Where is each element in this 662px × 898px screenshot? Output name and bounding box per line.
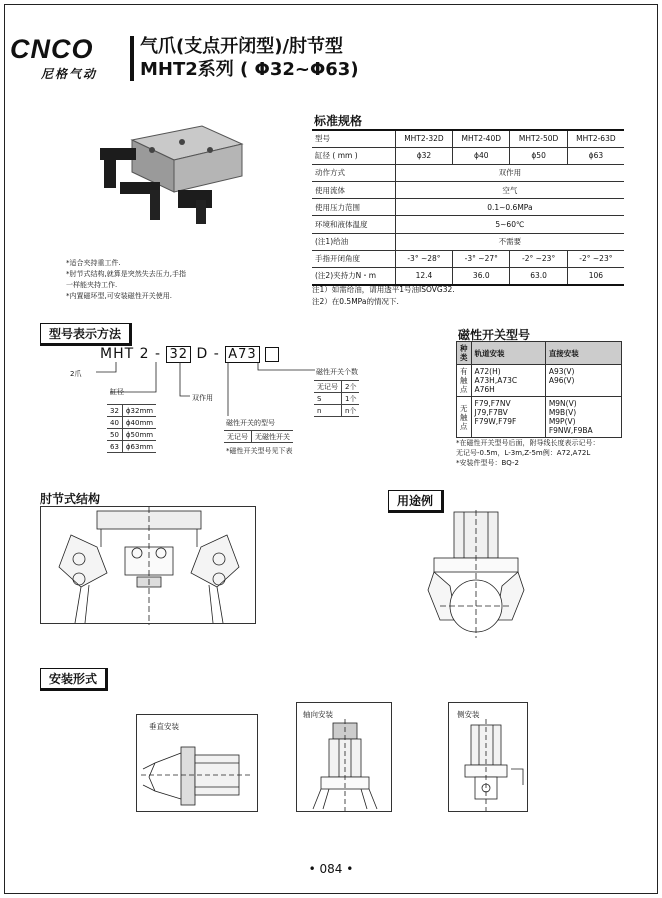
table-cell: MHT2-50D	[510, 130, 567, 147]
table-cell	[471, 365, 545, 397]
switch-table	[456, 341, 622, 438]
table-row	[314, 381, 359, 393]
table-cell: 轨道安装	[471, 342, 545, 365]
table-cell	[545, 365, 621, 397]
table-row	[314, 393, 359, 405]
table-cell: 106	[567, 268, 624, 285]
table-cell: 使用流体	[312, 182, 395, 199]
table-cell: 型号	[312, 130, 395, 147]
switch-model: M9B(V)	[548, 408, 577, 417]
brand-subtitle: 尼格气动	[40, 67, 97, 81]
product-photo	[92, 120, 252, 230]
table-cell: 不需要	[395, 233, 624, 250]
table-row	[107, 429, 156, 441]
table-cell: ϕ40mm	[122, 417, 156, 429]
vertical-mount-box	[136, 714, 258, 812]
bore-table	[107, 404, 156, 453]
switch-model: M9P(V)	[548, 417, 576, 426]
switch-heading: 磁性开关型号	[458, 328, 531, 342]
table-cell: MHT2-32D	[395, 130, 452, 147]
table-cell: n个	[342, 405, 360, 417]
table-row	[107, 417, 156, 429]
table-cell	[545, 397, 621, 438]
brand-logo: CNCO	[10, 34, 94, 64]
table-cell: 环境和液体温度	[312, 216, 395, 233]
table-cell: 5~60℃	[395, 216, 624, 233]
title-line2: MHT2系列 ( Φ32~Φ63)	[140, 59, 359, 80]
table-row	[107, 441, 156, 453]
table-row	[224, 431, 293, 443]
structure-drawing	[40, 506, 256, 624]
brand-logo-block	[10, 36, 128, 82]
label-double-acting: 双作用	[192, 394, 213, 402]
feature-line: *适合夹持重工件.	[66, 259, 121, 267]
spec-heading: 标准规格	[314, 114, 363, 128]
table-cell: 36.0	[453, 268, 510, 285]
table-cell	[471, 397, 545, 438]
spec-table	[312, 129, 624, 286]
table-cell: ϕ32mm	[122, 405, 156, 417]
model-code-heading: 型号表示方法	[40, 323, 132, 346]
model-switch-code: A73	[225, 346, 259, 363]
table-cell: 0.1~0.6MPa	[395, 199, 624, 216]
spec-notes	[312, 284, 455, 308]
switch-model: A73H,A73C	[474, 376, 518, 385]
table-row	[312, 268, 624, 285]
table-cell: ϕ32	[395, 147, 452, 164]
table-cell: ϕ63mm	[122, 441, 156, 453]
switch-type-table	[224, 430, 293, 443]
feature-list	[66, 258, 186, 302]
table-cell: 空气	[395, 182, 624, 199]
table-cell: 32	[107, 405, 122, 417]
table-cell: 动作方式	[312, 164, 395, 181]
label-switch-type: 磁性开关的型号	[226, 419, 275, 427]
table-cell: 无记号	[314, 381, 342, 393]
toggle-mechanism-drawing	[41, 507, 257, 625]
vertical-mount-drawing	[141, 733, 253, 809]
table-cell: ϕ63	[567, 147, 624, 164]
structure-heading: 肘节式结构	[40, 492, 101, 506]
table-cell: 无磁性开关	[252, 431, 294, 443]
switch-count-table	[314, 380, 359, 417]
header-divider	[130, 36, 134, 81]
page-title	[140, 36, 359, 82]
table-cell: 使用压力范围	[312, 199, 395, 216]
switch-model: A76H	[474, 385, 495, 394]
table-row	[107, 405, 156, 417]
table-row	[314, 405, 359, 417]
usage-example-drawing	[420, 510, 530, 640]
feature-line: 一样能夹持工作.	[66, 281, 118, 289]
table-cell: 种类	[457, 342, 472, 365]
side-mount-box	[448, 702, 528, 812]
table-cell: S	[314, 393, 342, 405]
table-cell: ϕ40	[453, 147, 510, 164]
table-row	[312, 130, 624, 147]
axial-mount-drawing	[299, 719, 391, 811]
table-cell: ϕ50mm	[122, 429, 156, 441]
switch-model: A72(H)	[474, 367, 501, 376]
switch-model: F79W,F79F	[474, 417, 517, 426]
label-switch-count: 磁性开关个数	[316, 368, 358, 376]
table-cell: ϕ50	[510, 147, 567, 164]
table-cell: 63.0	[510, 268, 567, 285]
table-cell: 有触点	[457, 365, 472, 397]
table-row	[312, 182, 624, 199]
table-row	[312, 147, 624, 164]
model-mid: D -	[196, 346, 220, 362]
model-bore-code: 32	[166, 346, 191, 363]
note-line: *安装件型号：BQ-2	[456, 459, 519, 467]
table-cell: -2° ~23°	[510, 250, 567, 267]
table-cell: 2个	[342, 381, 360, 393]
table-cell: 直接安装	[545, 342, 621, 365]
table-row	[312, 233, 624, 250]
title-line1: 气爪(支点开闭型)/肘节型	[140, 36, 344, 57]
table-cell: MHT2-40D	[453, 130, 510, 147]
table-row	[312, 199, 624, 216]
side-mount-caption: 侧安装	[457, 710, 480, 719]
switch-note: *磁性开关型号见下表	[226, 447, 293, 455]
feature-line: *肘节式结构,就算是突然失去压力,手指	[66, 270, 186, 278]
axial-mount-box	[296, 702, 392, 812]
table-cell: -3° ~27°	[453, 250, 510, 267]
table-cell: -2° ~23°	[567, 250, 624, 267]
table-row	[457, 397, 622, 438]
switch-model: A93(V)	[548, 367, 575, 376]
switch-model: F9NW,F9BA	[548, 426, 593, 435]
table-cell: 手指开闭角度	[312, 250, 395, 267]
table-cell: 双作用	[395, 164, 624, 181]
table-cell: 63	[107, 441, 122, 453]
table-cell: 50	[107, 429, 122, 441]
mounting-heading: 安装形式	[40, 668, 108, 691]
table-cell: n	[314, 405, 342, 417]
page-number: • 084 •	[308, 862, 354, 876]
table-cell: 缸径 ( mm )	[312, 147, 395, 164]
switch-model: F79,F7NV	[474, 399, 511, 408]
table-row	[457, 365, 622, 397]
table-cell: 无触点	[457, 397, 472, 438]
table-cell: (注1)给油	[312, 233, 395, 250]
axial-mount-caption: 轴向安装	[303, 710, 333, 719]
switch-model: A96(V)	[548, 376, 575, 385]
table-row	[312, 216, 624, 233]
switch-model: M9N(V)	[548, 399, 577, 408]
label-2claw: 2爪	[70, 370, 82, 378]
table-cell: 1个	[342, 393, 360, 405]
switch-notes	[456, 438, 656, 468]
table-row	[457, 342, 622, 365]
note-line: 注2）在0.5MPa的情况下.	[312, 297, 399, 306]
table-cell: -3° ~28°	[395, 250, 452, 267]
feature-line: *内置磁环型,可安装磁性开关使用.	[66, 292, 172, 300]
table-row	[312, 164, 624, 181]
table-cell: 无记号	[224, 431, 252, 443]
note-line: 注1）如需给油，请用透平1号油ISOVG32.	[312, 285, 455, 294]
table-cell: 12.4	[395, 268, 452, 285]
switch-model: J79,F7BV	[474, 408, 508, 417]
usage-heading: 用途例	[388, 490, 444, 513]
note-line: 无记号-0.5m，L-3m,Z-5m例：A72,A72L	[456, 449, 591, 457]
table-cell: MHT2-63D	[567, 130, 624, 147]
model-prefix: MHT 2 -	[100, 346, 162, 362]
table-row	[312, 250, 624, 267]
note-line: *在磁性开关型号后面，附导线长度表示记号：	[456, 439, 600, 447]
table-cell: 40	[107, 417, 122, 429]
side-mount-drawing	[451, 719, 527, 811]
label-bore: 缸径	[110, 388, 124, 396]
vertical-mount-caption: 垂直安装	[149, 722, 179, 731]
table-cell: (注2)夹持力N・m	[312, 268, 395, 285]
